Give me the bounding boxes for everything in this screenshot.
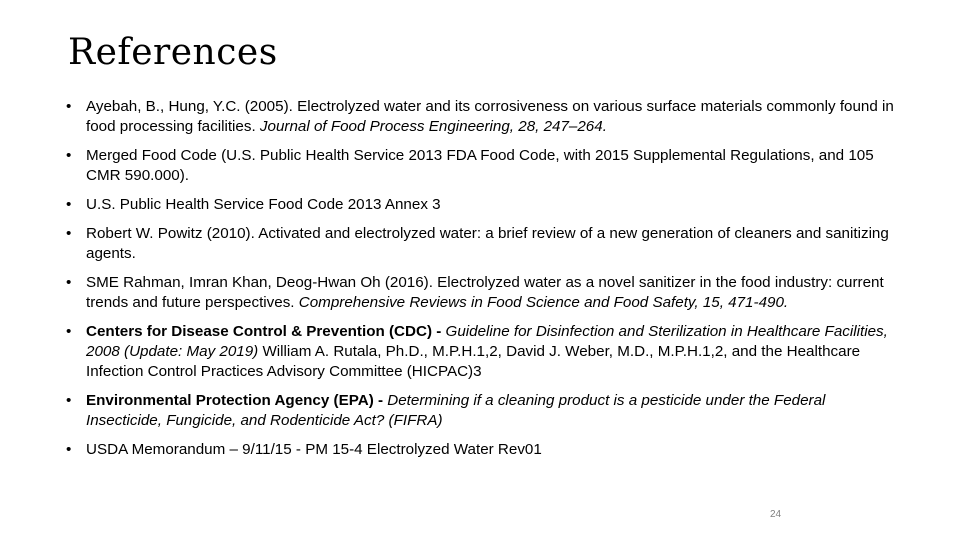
reference-text	[86, 273, 896, 313]
reference-text	[86, 195, 896, 215]
reference-item	[66, 97, 896, 137]
references-list	[66, 97, 896, 469]
reference-item	[66, 273, 896, 313]
reference-item	[66, 391, 896, 431]
bullet-icon: •	[66, 441, 72, 458]
page-number: 24	[770, 509, 782, 520]
reference-body: SME Rahman, Imran Khan, Deog-Hwan Oh (2016). Electrolyzed water as a novel sanitizer in the food industry: current trends and future perspectives.	[86, 274, 884, 311]
bullet-icon: •	[66, 225, 72, 242]
bullet-icon: •	[66, 196, 72, 213]
reference-item	[66, 146, 896, 186]
reference-journal: Determining if a cleaning product is a pesticide under the Federal Insecticide, Fungicide, and Rodenticide Act? (FIFRA)	[86, 392, 826, 429]
reference-item	[66, 322, 896, 382]
reference-text	[86, 224, 896, 264]
reference-text	[86, 391, 896, 431]
reference-text	[86, 97, 896, 137]
bullet-icon: •	[66, 392, 72, 409]
bullet-icon: •	[66, 274, 72, 291]
bullet-icon: •	[66, 323, 72, 340]
reference-body: U.S. Public Health Service Food Code 2013 Annex 3	[86, 196, 441, 213]
reference-item	[66, 440, 896, 460]
reference-text	[86, 146, 896, 186]
bullet-icon: •	[66, 98, 72, 115]
reference-source: Environmental Protection Agency (EPA) -	[86, 392, 388, 409]
reference-source: Centers for Disease Control & Prevention (CDC) -	[86, 323, 446, 340]
reference-text	[86, 322, 896, 382]
slide-title: References	[68, 32, 278, 73]
reference-body: Ayebah, B., Hung, Y.C. (2005). Electrolyzed water and its corrosiveness on various surface materials commonly found in food processing facilities.	[86, 98, 894, 135]
reference-body: Robert W. Powitz (2010). Activated and electrolyzed water: a brief review of a new generation of cleaners and sanitizing agents.	[86, 225, 889, 262]
reference-body: USDA Memorandum – 9/11/15 - PM 15-4 Electrolyzed Water Rev01	[86, 441, 542, 458]
reference-journal: Journal of Food Process Engineering, 28, 247–264.	[259, 118, 607, 135]
reference-body: William A. Rutala, Ph.D., M.P.H.1,2, David J. Weber, M.D., M.P.H.1,2, and the Healthcare Infection Control Practices Advisory Committee (HICPAC)3	[86, 343, 861, 380]
reference-journal: Guideline for Disinfection and Sterilization in Healthcare Facilities, 2008 (Update: May 2019)	[86, 323, 888, 360]
reference-item	[66, 224, 896, 264]
reference-text	[86, 440, 896, 460]
bullet-icon: •	[66, 147, 72, 164]
reference-body: Merged Food Code (U.S. Public Health Service 2013 FDA Food Code, with 2015 Supplemental Regulations, and 105 CMR 590.000).	[86, 147, 874, 184]
reference-journal: Comprehensive Reviews in Food Science and Food Safety, 15, 471-490.	[298, 294, 789, 311]
reference-item	[66, 195, 896, 215]
